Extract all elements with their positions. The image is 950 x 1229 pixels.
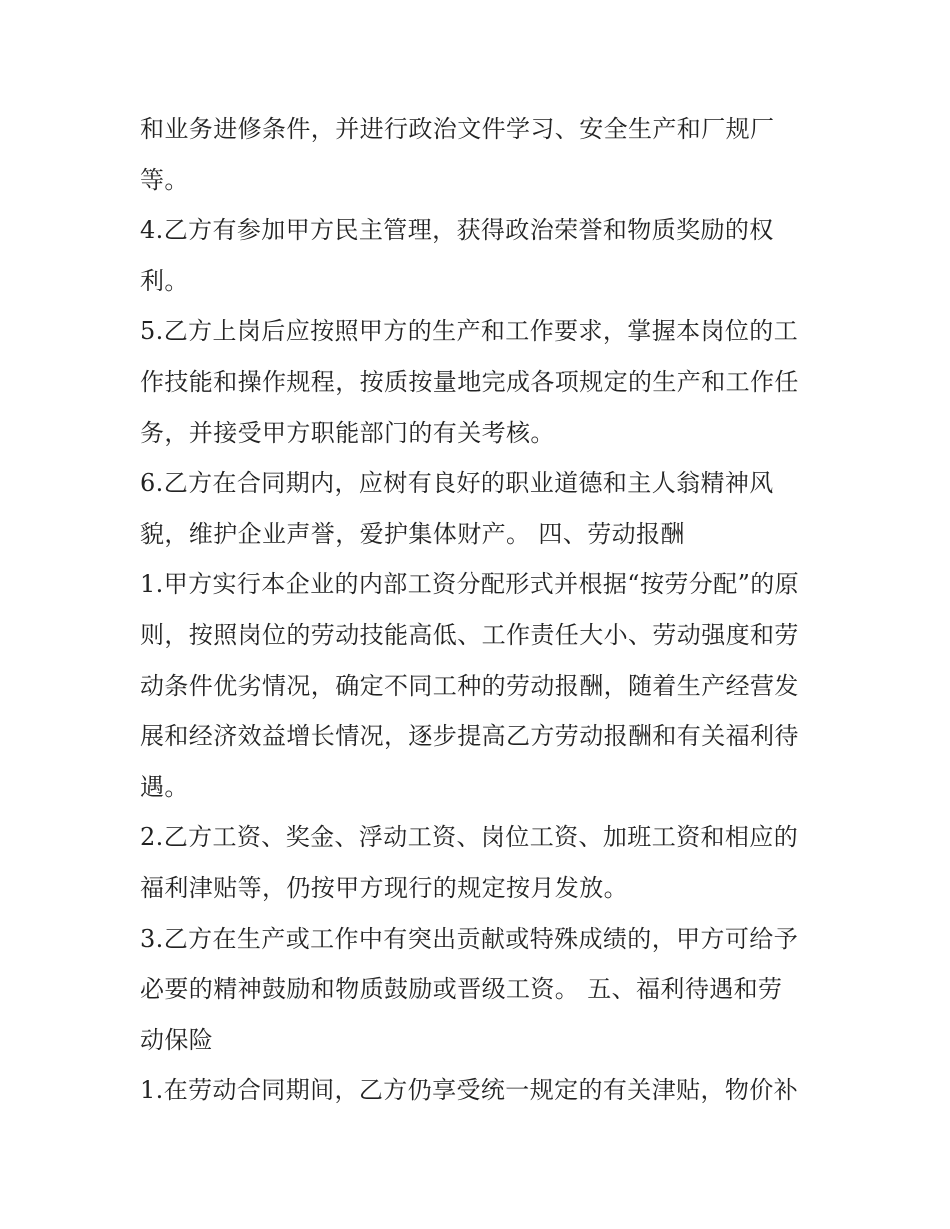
- text-line: 5.乙方上岗后应按照甲方的生产和工作要求，掌握本岗位的工: [140, 317, 799, 346]
- text-line: 等。: [140, 165, 189, 194]
- text-line: 必要的精神鼓励和物质鼓励或晋级工资。 五、福利待遇和劳: [140, 975, 783, 1004]
- text-line: 和业务进修条件，并进行政治文件学习、安全生产和厂规厂: [140, 115, 775, 143]
- text-line: 1.在劳动合同期间，乙方仍享受统一规定的有关津贴，物价补: [140, 1076, 799, 1105]
- text-line: 4.乙方有参加甲方民主管理，获得政治荣誉和物质奖励的权: [140, 216, 774, 245]
- text-line: 貌，维护企业声誉，爱护集体财产。 四、劳动报酬: [140, 519, 685, 548]
- document-body: [140, 104, 820, 1116]
- text-line: 则，按照岗位的劳动技能高低、工作责任大小、劳动强度和劳: [140, 620, 799, 649]
- text-line: 作技能和操作规程，按质按量地完成各项规定的生产和工作任: [140, 367, 799, 396]
- text-line: 动保险: [140, 1025, 214, 1054]
- text-line: 2.乙方工资、奖金、浮动工资、岗位工资、加班工资和相应的: [140, 823, 799, 852]
- text-line: 利。: [140, 266, 189, 295]
- text-line: 遇。: [140, 772, 189, 801]
- text-line: 福利津贴等，仍按甲方现行的规定按月发放。: [140, 873, 628, 902]
- text-line: 1.甲方实行本企业的内部工资分配形式并根据“按劳分配”的原: [140, 570, 800, 599]
- text-line: 6.乙方在合同期内，应树有良好的职业道德和主人翁精神风: [140, 469, 774, 498]
- text-line: 展和经济效益增长情况，逐步提高乙方劳动报酬和有关福利待: [140, 722, 799, 751]
- text-line: 动条件优劣情况，确定不同工种的劳动报酬，随着生产经营发: [140, 671, 799, 700]
- text-line: 务，并接受甲方职能部门的有关考核。: [140, 418, 555, 447]
- text-line: 3.乙方在生产或工作中有突出贡献或特殊成绩的，甲方可给予: [140, 924, 799, 953]
